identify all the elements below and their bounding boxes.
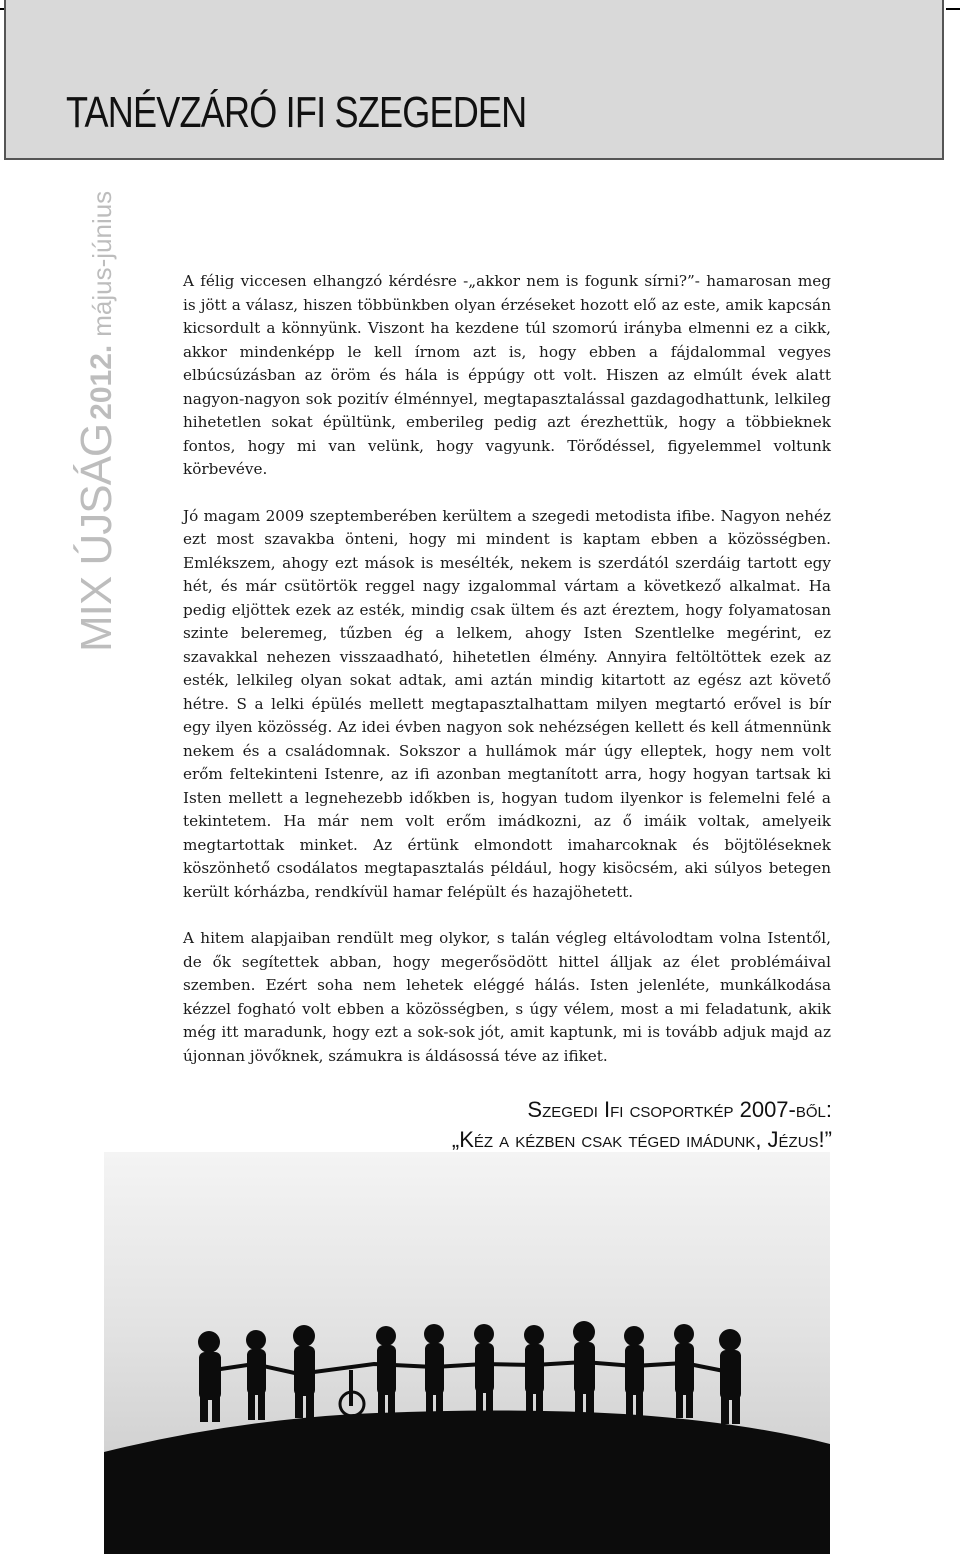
issue-months: május-június bbox=[87, 190, 117, 337]
article-body bbox=[183, 270, 831, 1091]
article-paragraph-1: A félig viccesen elhangzó kérdésre -„akkor nem is fogunk sírni?”- hamarosan meg is jött a válasz, hiszen többünkben olyan érzéseket hozott elő az este, amik kapcsán kicsordult a könnyünk. Viszont ha kezdene túl szomorú irányba elmenni ez a cikk, akkor mindenképp le kell írnom azt is, hogy ebben a fájdalommal vegyes elbúcsúzásban az öröm és hála is éppúgy ott volt. Hiszen az elmúlt évek alatt nagyon-nagyon sok pozitív élménnyel, megtapasztalással gazdagodhattunk, lelkileg hihetetlen sokat épültünk, emberileg pedig azt érezhettük, hogy a többieknek fontos, hogy mi van velünk, hogy vagyunk. Törődéssel, figyelemmel voltunk körbevéve. bbox=[183, 272, 831, 478]
caption-line-1: Szegedi Ifi csoportkép 2007-ből: bbox=[527, 1097, 832, 1122]
article-paragraph-3: A hitem alapjaiban rendült meg olykor, s talán végleg eltávolodtam volna Istentől, de ők segítettek abban, hogy megerősödött hittel álljak az élet problémáival szemben. Ezért soha nem lehetek eléggé hálás. Isten jelenléte, munkálkodása kézzel fogható volt ebben a közösségben, s úgy vélem, most a mi feladatunk, akik még itt maradunk, hogy ezt a sok-sok jót, amit kaptunk, mi is tovább adjuk majd az újonnan jövőknek, számukra is áldásossá téve az ifiket. bbox=[183, 929, 831, 1065]
page-title: TANÉVZÁRÓ IFI SZEGEDEN bbox=[66, 88, 527, 137]
issue-vertical-label bbox=[72, 190, 122, 652]
group-silhouette-photo bbox=[104, 1152, 830, 1554]
magazine-name: MIX ÚJSÁG bbox=[72, 423, 121, 652]
crop-mark-top-right-h bbox=[946, 8, 960, 10]
issue-year: 2012. bbox=[85, 344, 118, 420]
caption-line-2: „Kéz a kézben csak téged imádunk, Jézus!” bbox=[451, 1127, 832, 1152]
photo-caption bbox=[452, 1095, 832, 1155]
silhouette-graphic bbox=[104, 1152, 830, 1554]
article-paragraph-2: Jó magam 2009 szeptemberében kerültem a szegedi metodista ifibe. Nagyon nehéz ezt most szavakba önteni, hogy mi mindent is kaptam ebben a közösségben. Emlékszem, ahogy ezt mások is mesélték, nekem is szerdától szerdáig tartott egy hét, és már csütörtök reggel nagy izgalommal vártam a következő alkalmat. Ha pedig eljöttek ezek az esték, mindig csak ültem és azt éreztem, hogy folyamatosan szinte beleremeg, tűzben ég a lelkem, ahogy Isten Szentlelke megérint, ez szavakkal nehezen visszaadható, hihetetlen élmény. Annyira feltöltöttek ezek az esték, lelkileg olyan sokat adtak, ami aztán mindig kitartott az egész azt követő hétre. S a lelki épülés mellett megtapasztalhattam milyen megtartó erővel is bír egy ilyen közösség. Az idei évben nagyon sok nehézségen kellett és kell átmennünk nekem és a családomnak. Sokszor a hullámok már úgy elleptek, hogy nem volt erőm feltekinteni Istenre, az ifi azonban megtanított arra, hogy hogyan tartsak ki Isten mellett a legnehezebb időkben is, hogyan tudom ilyenkor is felemelni felé a tekintetem. Ha már nem volt erőm imádkozni, az ő imáik voltak, amelyeik megtartottak minket. Az értünk elmondott imaharcoknak és böjtöléseknek köszönhető csodálatos megtapasztalás például, hogy kisöcsém, aki súlyos betegen került kórházba, rendkívül hamar felépült és hazajöhetett. bbox=[183, 506, 831, 901]
